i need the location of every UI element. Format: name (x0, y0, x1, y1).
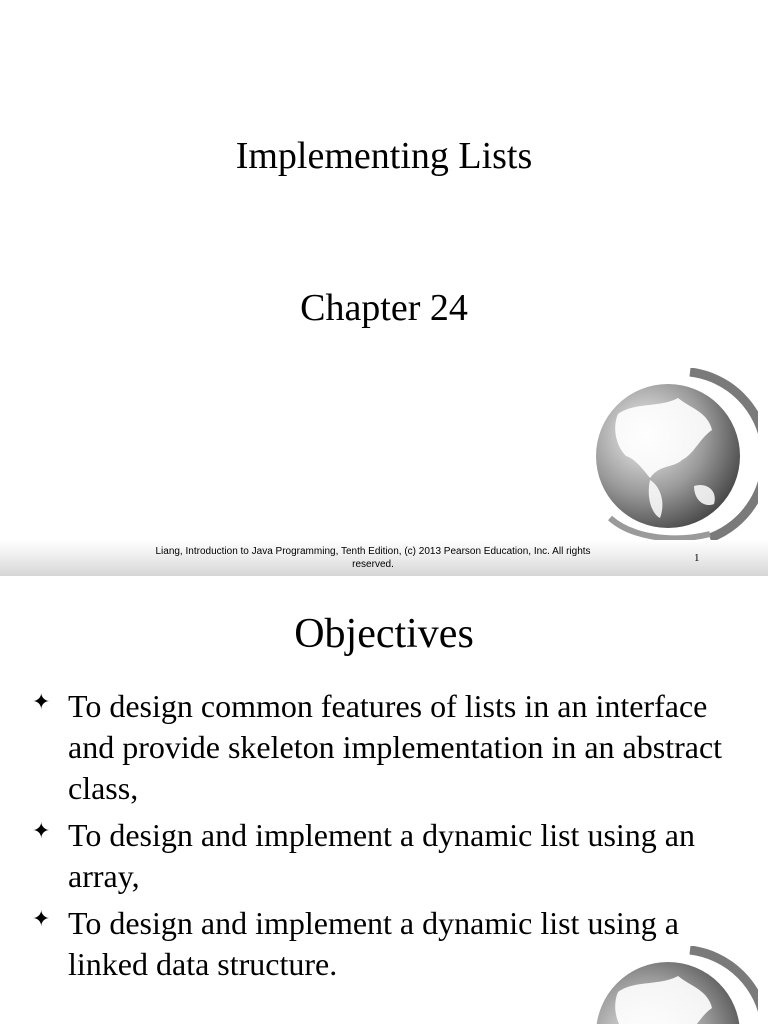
list-item (30, 686, 750, 809)
slide-title: Implementing Lists (235, 135, 533, 177)
bullet-text: To design and implement a dynamic list using an array, (68, 817, 695, 894)
slide-title: Objectives (294, 611, 474, 657)
page-number: 1 (694, 552, 700, 564)
four-point-star-icon: ✦ (32, 819, 51, 844)
list-item (30, 815, 750, 897)
bullet-text: To design and implement a dynamic list using a linked data structure. (68, 905, 679, 982)
footer-copyright: Liang, Introduction to Java Programming, Tenth Edition, (c) 2013 Pearson Education, Inc. All rights reserved. (155, 546, 591, 570)
globe-icon (590, 368, 758, 564)
slide-subtitle: Chapter 24 (300, 287, 468, 329)
bullet-text: To design common features of lists in an interface and provide skeleton implementation in an abstract class, (68, 688, 723, 806)
four-point-star-icon: ✦ (32, 690, 51, 715)
four-point-star-icon: ✦ (32, 907, 51, 932)
globe-icon (590, 946, 758, 1024)
